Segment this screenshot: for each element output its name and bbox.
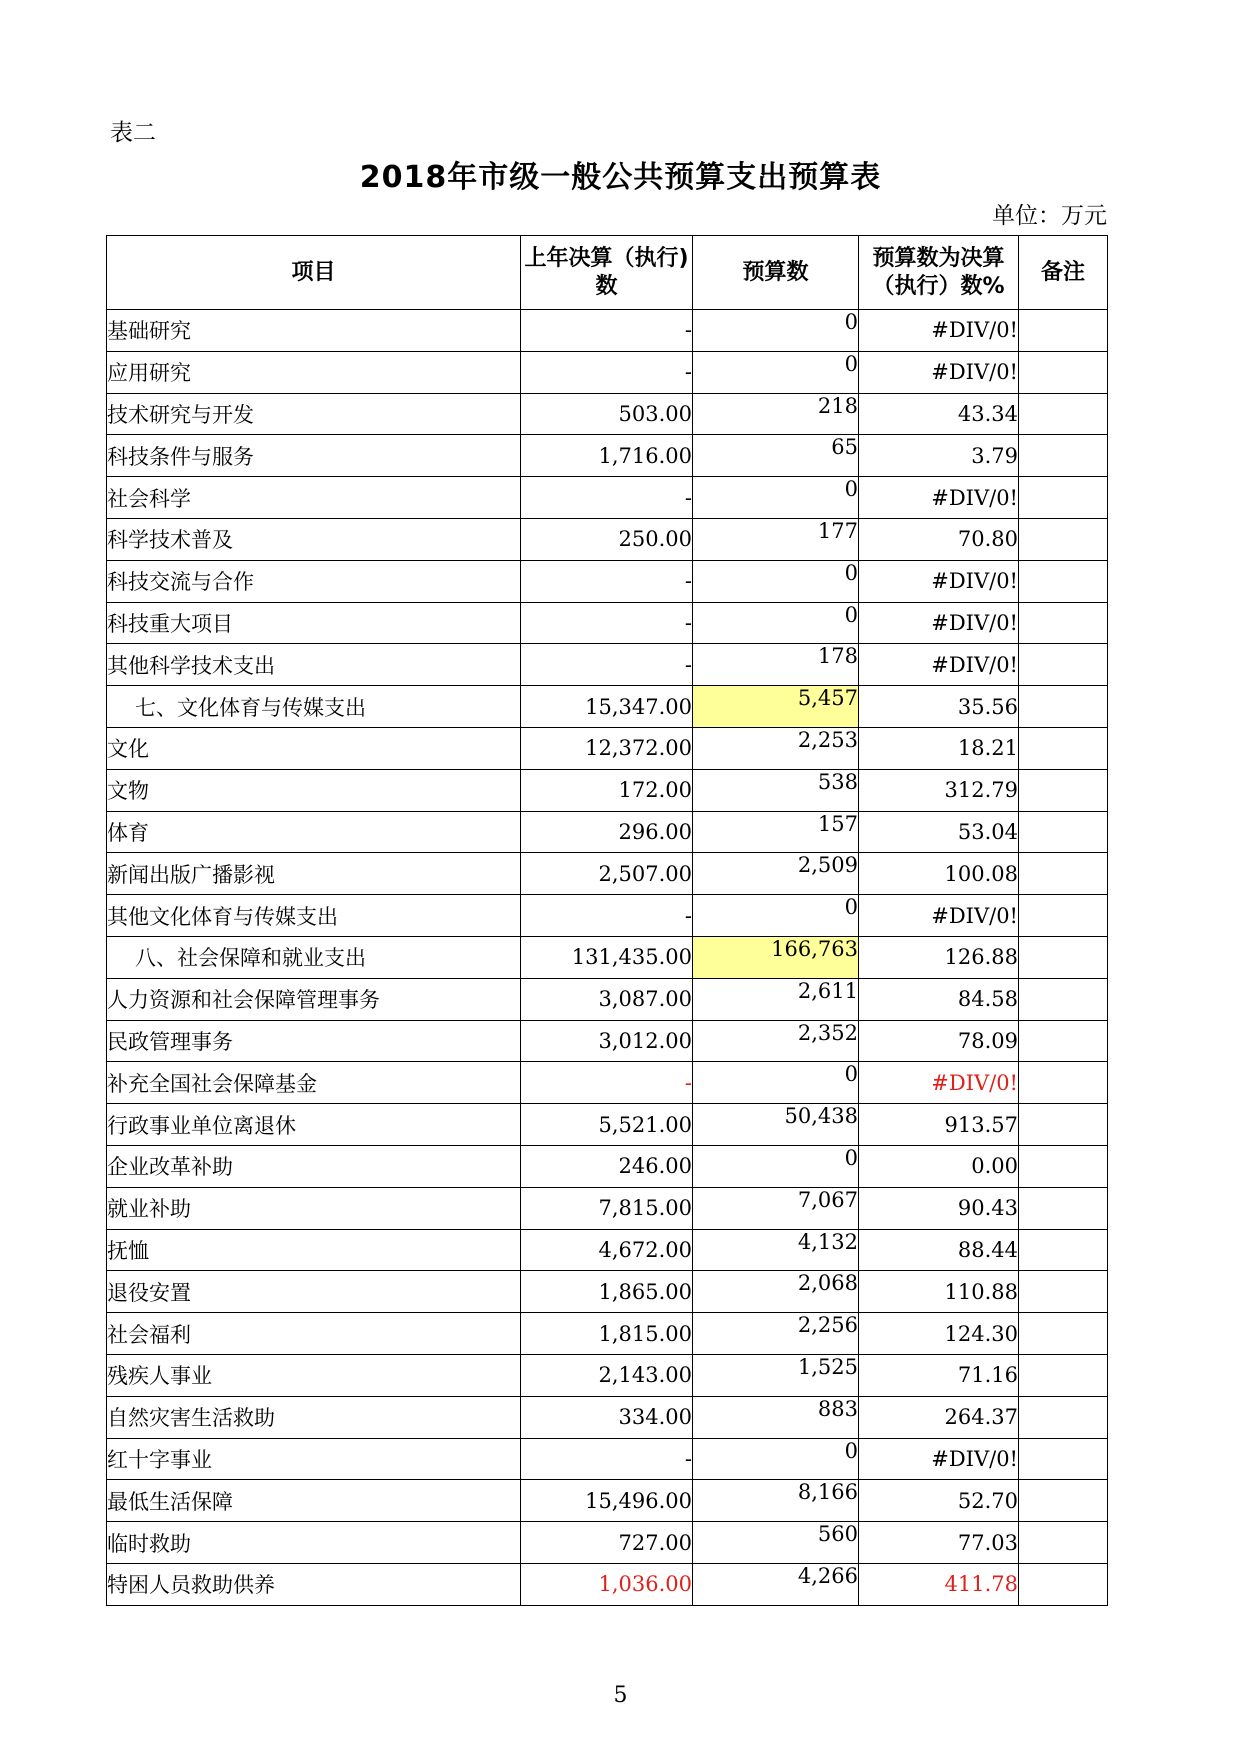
prev-cell: 2,507.00 (521, 853, 693, 895)
budget-table (106, 235, 1108, 1606)
budget-cell: 8,166 (693, 1480, 859, 1522)
pct-cell: #DIV/0! (859, 602, 1019, 644)
note-cell (1019, 1145, 1108, 1187)
table-row (107, 853, 1108, 895)
note-cell (1019, 1020, 1108, 1062)
item-cell: 新闻出版广播影视 (107, 853, 521, 895)
budget-cell: 2,253 (693, 727, 859, 769)
note-cell (1019, 310, 1108, 352)
item-cell: 补充全国社会保障基金 (107, 1062, 521, 1104)
table-row (107, 518, 1108, 560)
prev-cell: 1,036.00 (521, 1563, 693, 1605)
note-cell (1019, 727, 1108, 769)
table-row (107, 351, 1108, 393)
prev-cell: 503.00 (521, 393, 693, 435)
budget-cell: 2,352 (693, 1020, 859, 1062)
note-cell (1019, 393, 1108, 435)
note-cell (1019, 1563, 1108, 1605)
note-cell (1019, 1229, 1108, 1271)
prev-cell: 250.00 (521, 518, 693, 560)
note-cell (1019, 978, 1108, 1020)
table-row (107, 1187, 1108, 1229)
page-title: 2018年市级一般公共预算支出预算表 (359, 160, 882, 195)
note-cell (1019, 518, 1108, 560)
note-cell (1019, 853, 1108, 895)
table-row (107, 1229, 1108, 1271)
pct-cell: 52.70 (859, 1480, 1019, 1522)
pct-cell: #DIV/0! (859, 1438, 1019, 1480)
prev-cell: 172.00 (521, 769, 693, 811)
table-row (107, 435, 1108, 477)
table-row (107, 1522, 1108, 1564)
pct-cell: #DIV/0! (859, 310, 1019, 352)
item-cell: 社会福利 (107, 1313, 521, 1355)
budget-cell: 177 (693, 518, 859, 560)
prev-cell: 1,815.00 (521, 1313, 693, 1355)
budget-cell: 0 (693, 310, 859, 352)
pct-cell: #DIV/0! (859, 1062, 1019, 1104)
prev-cell: - (521, 310, 693, 352)
prev-cell: 2,143.00 (521, 1354, 693, 1396)
item-cell: 其他文化体育与传媒支出 (107, 895, 521, 937)
pct-cell: 18.21 (859, 727, 1019, 769)
item-cell: 企业改革补助 (107, 1145, 521, 1187)
pct-cell: 126.88 (859, 936, 1019, 978)
item-cell: 特困人员救助供养 (107, 1563, 521, 1605)
budget-cell: 4,132 (693, 1229, 859, 1271)
note-cell (1019, 1104, 1108, 1146)
item-cell: 科技交流与合作 (107, 560, 521, 602)
pct-cell: 84.58 (859, 978, 1019, 1020)
pct-cell: 88.44 (859, 1229, 1019, 1271)
pct-cell: 110.88 (859, 1271, 1019, 1313)
note-cell (1019, 936, 1108, 978)
pct-cell: 35.56 (859, 686, 1019, 728)
table-row (107, 1354, 1108, 1396)
note-cell (1019, 811, 1108, 853)
prev-cell: - (521, 644, 693, 686)
budget-cell: 0 (693, 477, 859, 519)
prev-cell: 7,815.00 (521, 1187, 693, 1229)
item-cell: 科学技术普及 (107, 518, 521, 560)
table-row (107, 1145, 1108, 1187)
budget-cell: 2,611 (693, 978, 859, 1020)
pct-cell: 90.43 (859, 1187, 1019, 1229)
table-row (107, 310, 1108, 352)
table-row (107, 1563, 1108, 1605)
page-number: 5 (613, 1683, 628, 1708)
prev-cell: 15,496.00 (521, 1480, 693, 1522)
budget-cell: 538 (693, 769, 859, 811)
table-row (107, 1104, 1108, 1146)
prev-cell: - (521, 1438, 693, 1480)
note-cell (1019, 435, 1108, 477)
item-cell: 自然灾害生活救助 (107, 1396, 521, 1438)
item-cell: 就业补助 (107, 1187, 521, 1229)
budget-cell: 0 (693, 1438, 859, 1480)
budget-cell: 0 (693, 560, 859, 602)
prev-cell: 5,521.00 (521, 1104, 693, 1146)
note-cell (1019, 1354, 1108, 1396)
note-cell (1019, 769, 1108, 811)
item-cell: 体育 (107, 811, 521, 853)
prev-cell: 334.00 (521, 1396, 693, 1438)
budget-cell: 883 (693, 1396, 859, 1438)
budget-cell: 2,068 (693, 1271, 859, 1313)
budget-cell: 2,256 (693, 1313, 859, 1355)
note-cell (1019, 1313, 1108, 1355)
item-cell: 社会科学 (107, 477, 521, 519)
item-cell: 人力资源和社会保障管理事务 (107, 978, 521, 1020)
budget-cell: 0 (693, 351, 859, 393)
item-cell: 残疾人事业 (107, 1354, 521, 1396)
budget-cell: 65 (693, 435, 859, 477)
budget-cell: 2,509 (693, 853, 859, 895)
prev-cell: 4,672.00 (521, 1229, 693, 1271)
budget-cell: 0 (693, 602, 859, 644)
item-cell: 最低生活保障 (107, 1480, 521, 1522)
note-cell (1019, 1522, 1108, 1564)
budget-cell: 157 (693, 811, 859, 853)
header-budget: 预算数 (693, 236, 859, 310)
table-row (107, 1062, 1108, 1104)
budget-cell: 4,266 (693, 1563, 859, 1605)
prev-cell: 296.00 (521, 811, 693, 853)
budget-cell: 7,067 (693, 1187, 859, 1229)
table-row (107, 560, 1108, 602)
table-row (107, 895, 1108, 937)
table-row (107, 393, 1108, 435)
note-cell (1019, 560, 1108, 602)
budget-cell: 560 (693, 1522, 859, 1564)
item-cell: 红十字事业 (107, 1438, 521, 1480)
prev-cell: 1,716.00 (521, 435, 693, 477)
item-cell: 行政事业单位离退休 (107, 1104, 521, 1146)
prev-cell: - (521, 602, 693, 644)
budget-cell: 0 (693, 1062, 859, 1104)
prev-cell: 15,347.00 (521, 686, 693, 728)
pct-cell: 77.03 (859, 1522, 1019, 1564)
table-row (107, 1313, 1108, 1355)
pct-cell: 264.37 (859, 1396, 1019, 1438)
prev-cell: 727.00 (521, 1522, 693, 1564)
note-cell (1019, 351, 1108, 393)
table-row (107, 1020, 1108, 1062)
item-cell: 七、文化体育与传媒支出 (107, 686, 521, 728)
item-cell: 其他科学技术支出 (107, 644, 521, 686)
table-row (107, 1271, 1108, 1313)
prev-cell: - (521, 895, 693, 937)
table-row (107, 1438, 1108, 1480)
item-cell: 临时救助 (107, 1522, 521, 1564)
pct-cell: #DIV/0! (859, 644, 1019, 686)
item-cell: 民政管理事务 (107, 1020, 521, 1062)
table-row (107, 769, 1108, 811)
header-pct: 预算数为决算（执行）数% (859, 236, 1019, 310)
pct-cell: 78.09 (859, 1020, 1019, 1062)
pct-cell: 124.30 (859, 1313, 1019, 1355)
budget-cell: 178 (693, 644, 859, 686)
budget-cell: 1,525 (693, 1354, 859, 1396)
note-cell (1019, 1480, 1108, 1522)
table-row (107, 811, 1108, 853)
header-prev: 上年决算（执行)数 (521, 236, 693, 310)
table-row (107, 727, 1108, 769)
table-row (107, 1396, 1108, 1438)
item-cell: 科技重大项目 (107, 602, 521, 644)
budget-cell: 50,438 (693, 1104, 859, 1146)
pct-cell: 3.79 (859, 435, 1019, 477)
header-note: 备注 (1019, 236, 1108, 310)
budget-cell-highlighted: 5,457 (693, 686, 859, 728)
prev-cell: 3,012.00 (521, 1020, 693, 1062)
prev-cell: - (521, 560, 693, 602)
note-cell (1019, 602, 1108, 644)
item-cell: 文化 (107, 727, 521, 769)
pct-cell: #DIV/0! (859, 560, 1019, 602)
note-cell (1019, 1271, 1108, 1313)
budget-cell-highlighted: 166,763 (693, 936, 859, 978)
prev-cell: 3,087.00 (521, 978, 693, 1020)
pct-cell: #DIV/0! (859, 477, 1019, 519)
table-row (107, 477, 1108, 519)
prev-cell: 1,865.00 (521, 1271, 693, 1313)
header-item: 项目 (107, 236, 521, 310)
prev-cell: 131,435.00 (521, 936, 693, 978)
table-row (107, 602, 1108, 644)
item-cell: 八、社会保障和就业支出 (107, 936, 521, 978)
category-row (107, 686, 1108, 728)
table-label: 表二 (110, 120, 156, 146)
item-cell: 文物 (107, 769, 521, 811)
item-cell: 退役安置 (107, 1271, 521, 1313)
note-cell (1019, 895, 1108, 937)
item-cell: 基础研究 (107, 310, 521, 352)
pct-cell: 100.08 (859, 853, 1019, 895)
pct-cell: 53.04 (859, 811, 1019, 853)
prev-cell: 246.00 (521, 1145, 693, 1187)
note-cell (1019, 644, 1108, 686)
budget-cell: 218 (693, 393, 859, 435)
prev-cell: - (521, 1062, 693, 1104)
item-cell: 抚恤 (107, 1229, 521, 1271)
note-cell (1019, 1438, 1108, 1480)
budget-cell: 0 (693, 895, 859, 937)
pct-cell: 0.00 (859, 1145, 1019, 1187)
table-row (107, 644, 1108, 686)
item-cell: 科技条件与服务 (107, 435, 521, 477)
category-row (107, 936, 1108, 978)
pct-cell: 411.78 (859, 1563, 1019, 1605)
unit-label: 单位：万元 (992, 203, 1107, 229)
pct-cell: 43.34 (859, 393, 1019, 435)
prev-cell: - (521, 477, 693, 519)
prev-cell: 12,372.00 (521, 727, 693, 769)
note-cell (1019, 1187, 1108, 1229)
pct-cell: 71.16 (859, 1354, 1019, 1396)
table-row (107, 1480, 1108, 1522)
pct-cell: #DIV/0! (859, 351, 1019, 393)
pct-cell: 70.80 (859, 518, 1019, 560)
table-row (107, 978, 1108, 1020)
pct-cell: 312.79 (859, 769, 1019, 811)
note-cell (1019, 477, 1108, 519)
budget-cell: 0 (693, 1145, 859, 1187)
item-cell: 应用研究 (107, 351, 521, 393)
note-cell (1019, 1062, 1108, 1104)
pct-cell: 913.57 (859, 1104, 1019, 1146)
note-cell (1019, 1396, 1108, 1438)
item-cell: 技术研究与开发 (107, 393, 521, 435)
pct-cell: #DIV/0! (859, 895, 1019, 937)
prev-cell: - (521, 351, 693, 393)
note-cell (1019, 686, 1108, 728)
table-header-row (107, 236, 1108, 310)
